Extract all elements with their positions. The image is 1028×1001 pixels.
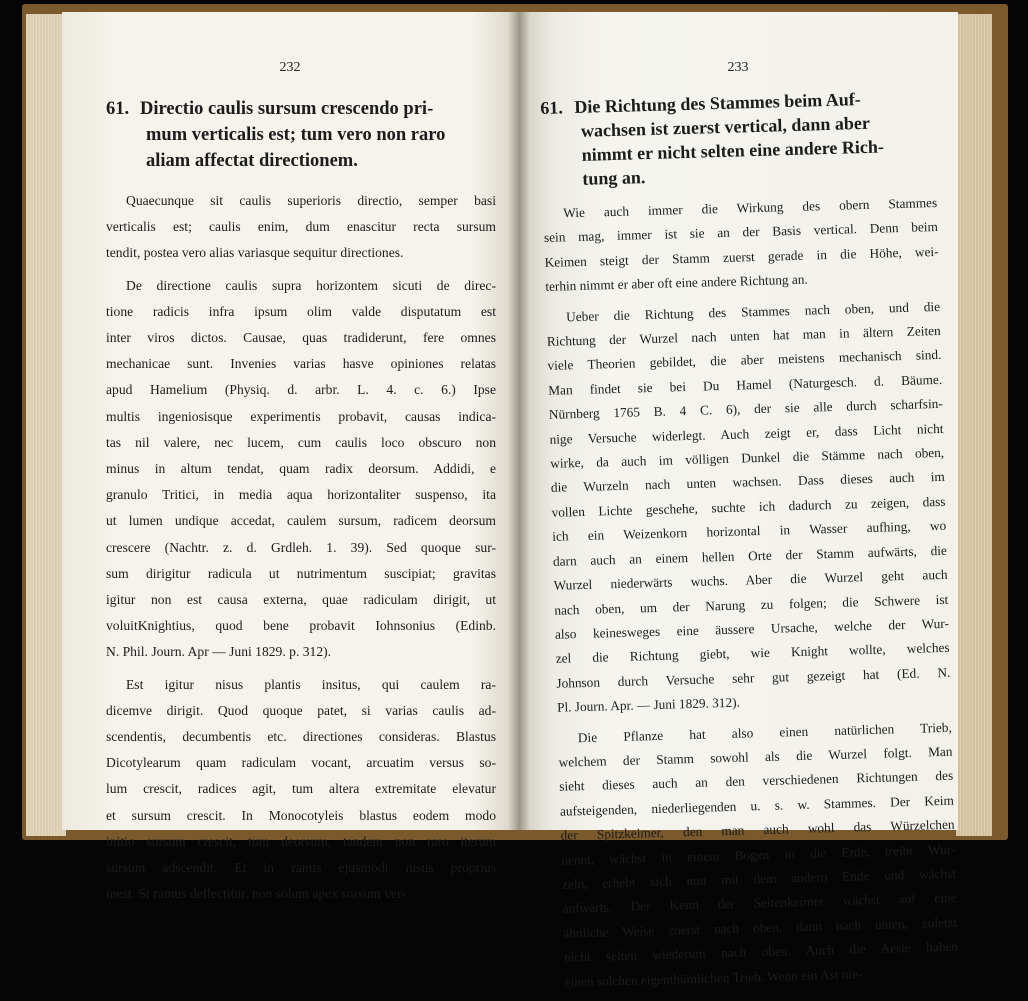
text-line: ut lumen undique accedat, caulem sursum, radicem deorsum (106, 513, 496, 529)
text-line: crescere (Nachtr. z. d. Grdleh. 1. 39). Sed quoque sur- (106, 539, 496, 555)
heading-text: Die Richtung des Stammes beim Auf- (574, 89, 861, 118)
text-line: De directione caulis supra horizontem sicuti de direc- (126, 277, 496, 293)
page-number: 233 (727, 60, 749, 75)
text-line: Die Pflanze hat also einen natürlichen Trieb, (577, 719, 952, 745)
text-line: wirke, da auch im völligen Dunkel die Stämme nach oben, (550, 444, 945, 471)
text-line: die Wurzeln nach unten wachsen. Dass dieses auch im (550, 469, 946, 496)
text-line: Dicotylearum quam radiculam vocant, arcuatim versus so- (106, 755, 496, 771)
text-column (106, 96, 496, 913)
text-line: Ueber die Richtung des Stammes nach oben, und die (565, 298, 941, 324)
text-line: sein mag, immer ist sie an der Basis vertical. Denn beim (543, 219, 939, 246)
text-line: nach oben, um der Narung zu folgen; die Schwere ist (554, 591, 949, 618)
page-edges-right (956, 14, 992, 836)
text-line: vollen Lichte geschehe, suchte ich dadurch zu zeigen, dass (551, 493, 946, 520)
text-line: ähnliche Weise zuerst nach oben, dann nach unten, zuletzt (563, 914, 958, 941)
text-line: sursum adscendit. Et in ramis ejusmodi nisus proprius (106, 860, 496, 876)
text-line: Man findet sie bei Du Hamel (Naturgesch. d. Bäume. (548, 371, 943, 398)
page-edges-left (26, 14, 66, 836)
text-line: sieht dieses auch an den verschiedenen Richtungen des (559, 768, 954, 795)
text-line: tas nil valere, nec lucem, cum caulis loco obscuro non (106, 434, 496, 450)
text-line: inter viros dictos. Causae, quas tradiderunt, fere omnes (106, 330, 496, 346)
right-page (518, 12, 959, 990)
text-line: nige Versuche widerlegt. Auch zeigt er, dass Licht nicht (549, 420, 944, 447)
text-line: terhin nimmt er aber oft eine andere Richtung an. (545, 271, 808, 295)
text-line: zeln, erhebt sich nun mit dem andern Ende und wächst (561, 865, 957, 892)
heading-line: mum verticalis est; tum vero non raro (146, 125, 446, 145)
paragraph (106, 188, 496, 267)
text-line: aufwärts. Der Keim der Seitenkeimer wächst auf eine (562, 890, 957, 917)
heading-line (106, 96, 496, 122)
text-line: Johnson durch Versuche sehr gut gezeigt hat (Ed. N. (556, 664, 951, 691)
body-text (106, 188, 496, 907)
text-line: einen solchen eigenthümlichen Trieb. Wenn ein Ast nie- (564, 965, 863, 990)
text-line: ich ein Weizenkorn horizontal in Wasser aufhing, wo (552, 518, 947, 545)
text-line: voluitKnightius, quod bene probavit Iohnsonius (Edinb. (106, 618, 496, 634)
paragraph (543, 191, 940, 300)
text-line: apud Hamelium (Physiq. d. arbr. L. 4. c. 6.) Ipse (106, 382, 496, 398)
text-line: N. Phil. Journ. Apr — Juni 1829. p. 312). (106, 644, 332, 660)
section-number: 61. (106, 99, 130, 119)
text-line: Nürnberg 1765 B. 4 C. 6), der sie alle durch scharfsin- (548, 396, 943, 423)
text-line: initio sursum crescit, tum deorsum, tandem non raro iterum (106, 833, 496, 849)
text-column (540, 85, 959, 1001)
text-line: Est igitur nisus plantis insitus, qui caulem ra- (126, 676, 496, 692)
text-line: also keinesweges eine äussere Ursache, welche der Wur- (554, 615, 950, 642)
text-line: verticalis est; caulis enim, dum enascitur recta sursum (106, 219, 496, 235)
text-line: welchem der Stamm sowohl als die Wurzel folgt. Man (558, 743, 953, 770)
book-gutter (508, 12, 530, 830)
heading-line: nimmt er nicht selten eine andere Rich- (581, 136, 885, 165)
text-line: nennt, wächst in einem Bogen in die Erde, treibt Wur- (561, 841, 956, 868)
text-line: der Spitzkeimer, den man auch wohl das Würzelchen (560, 816, 955, 843)
heading-line: wachsen ist zuerst vertical, dann aber (580, 112, 871, 141)
body-text (543, 191, 959, 995)
paragraph (106, 273, 496, 666)
text-line: inest. Si ramus deflectitur, non solum apex sursum ver- (106, 886, 406, 902)
section-heading (106, 96, 496, 174)
left-page (62, 12, 518, 902)
text-line: et sursum crescit. In Monocotyleis blastus eodem modo (106, 807, 496, 823)
text-line: Quaecunque sit caulis superioris directio, semper basi (126, 193, 496, 208)
text-line: viele Theorien gebildet, die aber meistens mechanisch sind. (547, 347, 942, 374)
section-heading (540, 85, 937, 192)
paragraph (106, 672, 496, 908)
text-line: igitur non est causa externa, quae radiculam dirigit, ut (106, 592, 496, 608)
text-line: Keimen steigt der Stamm zuerst gerade in die Höhe, wei- (544, 243, 939, 270)
text-line: Pl. Journ. Apr. — Juni 1829. 312). (556, 694, 741, 715)
heading-line: aliam affectat directionem. (146, 151, 358, 171)
text-line: dicemve dirigit. Quod quoque patet, si varias caulis ad- (106, 702, 496, 718)
section-number: 61. (540, 97, 564, 118)
text-line: darn auch an einem hellen Orte der Stamm aufwärts, die (552, 542, 948, 569)
text-line: mechanicae sunt. Invenies varias hasve opiniones relatas (106, 356, 496, 372)
page-number: 232 (279, 60, 301, 75)
text-line: Wurzel niederwärts wuchs. Aber die Wurzel geht auch (553, 566, 948, 593)
heading-line: tung an. (582, 167, 646, 189)
text-line: nicht selten wiederum nach oben. Auch die Aeste haben (563, 938, 959, 965)
text-line: aufsteigenden, niederliegenden u. s. w. Stammes. Der Keim (559, 792, 955, 819)
text-line: multis ingeniosisque experimentis probavit, causas indica- (106, 408, 496, 424)
text-line: tendit, postea vero alias variasque sequitur directiones. (106, 245, 404, 261)
paragraph (546, 295, 951, 721)
text-line: Wie auch immer die Wirkung des obern Stammes (563, 194, 938, 221)
text-line: minus in altum tendat, quam radix deorsum. Addidi, e (106, 461, 496, 477)
text-line: lum crescit, radices agit, tum altera extremitate elevatur (106, 781, 496, 797)
paragraph (558, 715, 959, 994)
text-line: granulo Tritici, in media aqua horizontaliter suspenso, ita (106, 487, 496, 503)
text-line: Richtung der Wurzel nach unten hat man in ältern Zeiten (546, 322, 941, 349)
text-line: zel die Richtung giebt, wie Knight wollte, welches (555, 640, 950, 667)
text-line: scendentis, decumbentis etc. directiones consideras. Blastus (106, 729, 496, 745)
text-line: sum dirigitur radicula ut nutrimentum suscipiat; gravitas (106, 565, 496, 581)
text-line: tione radicis infra ipsum olim valde disputatum est (106, 303, 496, 319)
heading-text: Directio caulis sursum crescendo pri- (140, 99, 434, 119)
